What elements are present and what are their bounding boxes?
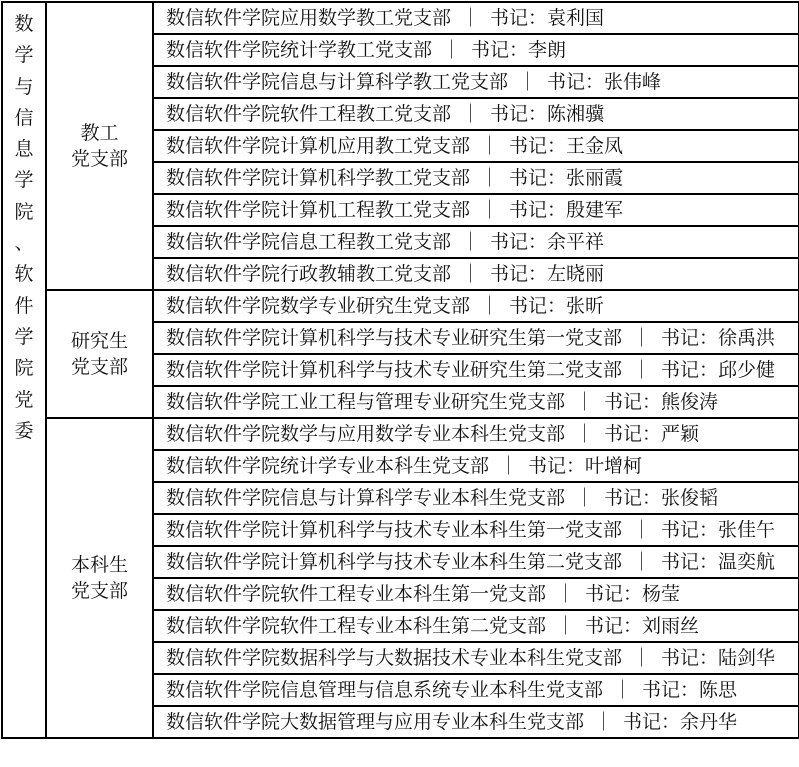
separator: ｜	[442, 39, 462, 61]
secretary-name: 书记：陆剑华	[661, 647, 776, 669]
separator: ｜	[518, 71, 538, 93]
branch-name: 数信软件学院软件工程专业本科生第二党支部	[166, 615, 547, 637]
separator: ｜	[632, 519, 652, 541]
branch-name: 数信软件学院数学与应用数学专业本科生党支部	[166, 423, 566, 445]
secretary-name: 书记：叶增柯	[528, 455, 643, 477]
separator: ｜	[480, 199, 500, 221]
branch-entry-cell	[153, 226, 799, 258]
separator: ｜	[613, 679, 633, 701]
table-row	[2, 418, 799, 450]
branch-name: 数信软件学院软件工程教工党支部	[166, 103, 452, 125]
branch-name: 数信软件学院计算机应用教工党支部	[166, 135, 471, 157]
separator: ｜	[480, 167, 500, 189]
branch-entry-cell	[153, 98, 799, 130]
branch-name: 数信软件学院数学专业研究生党支部	[166, 295, 471, 317]
branch-name: 数信软件学院计算机工程教工党支部	[166, 199, 471, 221]
secretary-name: 书记：徐禹洪	[661, 327, 776, 349]
branch-entry-cell	[153, 450, 799, 482]
secretary-name: 书记：杨莹	[585, 583, 681, 605]
committee-name-char: 软	[14, 263, 34, 286]
branch-entry-cell	[153, 322, 799, 354]
branch-name: 数信软件学院计算机科学教工党支部	[166, 167, 471, 189]
branch-entry-cell	[153, 642, 799, 674]
secretary-name: 书记：熊俊涛	[604, 391, 719, 413]
secretary-name: 书记：殷建军	[509, 199, 624, 221]
branch-category-cell	[46, 290, 153, 418]
committee-name-cell	[2, 2, 46, 738]
branch-name: 数信软件学院信息工程教工党支部	[166, 231, 452, 253]
branch-name: 数信软件学院信息管理与信息系统专业本科生党支部	[166, 679, 604, 701]
separator: ｜	[575, 423, 595, 445]
separator: ｜	[632, 359, 652, 381]
branch-entry-cell	[153, 386, 799, 418]
separator: ｜	[461, 231, 481, 253]
branch-name: 数信软件学院大数据管理与应用专业本科生党支部	[166, 711, 585, 733]
separator: ｜	[632, 327, 652, 349]
secretary-name: 书记：张伟峰	[547, 71, 662, 93]
branch-entry-cell	[153, 258, 799, 290]
branch-category-label: 本科生	[70, 554, 128, 576]
secretary-name: 书记：邱少健	[661, 359, 776, 381]
committee-name-char: 学	[14, 325, 34, 348]
branch-entry-cell	[153, 290, 799, 322]
committee-name-char: 信	[14, 106, 34, 129]
secretary-name: 书记：严颖	[604, 423, 700, 445]
secretary-name: 书记：张佳午	[661, 519, 776, 541]
branch-name: 数信软件学院工业工程与管理专业研究生党支部	[166, 391, 566, 413]
branch-name: 数信软件学院统计学教工党支部	[166, 39, 433, 61]
branch-category-label: 党支部	[70, 580, 128, 602]
secretary-name: 书记：张丽霞	[509, 167, 624, 189]
separator: ｜	[594, 711, 614, 733]
separator: ｜	[632, 551, 652, 573]
separator: ｜	[461, 7, 481, 29]
branch-entry-cell	[153, 162, 799, 194]
branch-category-cell	[46, 418, 153, 738]
separator: ｜	[499, 455, 519, 477]
separator: ｜	[556, 615, 576, 637]
separator: ｜	[480, 135, 500, 157]
branch-entry-cell	[153, 418, 799, 450]
branch-name: 数信软件学院计算机科学与技术专业本科生第二党支部	[166, 551, 623, 573]
branch-entry-cell	[153, 130, 799, 162]
secretary-name: 书记：刘雨丝	[585, 615, 700, 637]
separator: ｜	[575, 487, 595, 509]
branch-entry-cell	[153, 546, 799, 578]
committee-name-char: 学	[14, 169, 34, 192]
secretary-name: 书记：余平祥	[490, 231, 605, 253]
committee-name-char: 件	[14, 294, 34, 317]
branch-name: 数信软件学院应用数学教工党支部	[166, 7, 452, 29]
branch-name: 数信软件学院计算机科学与技术专业研究生第二党支部	[166, 359, 623, 381]
secretary-name: 书记：王金凤	[509, 135, 624, 157]
secretary-name: 书记：袁利国	[490, 7, 605, 29]
secretary-name: 书记：张俊韬	[604, 487, 719, 509]
party-branch-table	[1, 1, 799, 739]
branch-category-label: 党支部	[70, 148, 128, 170]
secretary-name: 书记：陈思	[642, 679, 738, 701]
branch-name: 数信软件学院计算机科学与技术专业研究生第一党支部	[166, 327, 623, 349]
table-row	[2, 290, 799, 322]
secretary-name: 书记：李朗	[471, 39, 567, 61]
branch-entry-cell	[153, 2, 799, 34]
branch-entry-cell	[153, 482, 799, 514]
committee-name-char: 学	[14, 44, 34, 67]
secretary-name: 书记：余丹华	[623, 711, 738, 733]
separator: ｜	[575, 391, 595, 413]
separator: ｜	[556, 583, 576, 605]
committee-name-char: 数	[14, 13, 34, 35]
branch-name: 数信软件学院计算机科学与技术专业本科生第一党支部	[166, 519, 623, 541]
branch-category-cell	[46, 2, 153, 290]
branch-entry-cell	[153, 706, 799, 738]
committee-name-char: 息	[14, 138, 34, 161]
secretary-name: 书记：陈湘骥	[490, 103, 605, 125]
committee-name-char: 委	[14, 419, 34, 442]
branch-entry-cell	[153, 34, 799, 66]
branch-entry-cell	[153, 674, 799, 706]
table-row	[2, 2, 799, 34]
branch-name: 数信软件学院行政教辅教工党支部	[166, 263, 452, 285]
branch-entry-cell	[153, 354, 799, 386]
secretary-name: 书记：张昕	[509, 295, 605, 317]
committee-name-char: 院	[14, 200, 34, 223]
branch-category-label: 研究生	[70, 330, 128, 352]
branch-entry-cell	[153, 514, 799, 546]
branch-name: 数信软件学院统计学专业本科生党支部	[166, 455, 490, 477]
secretary-name: 书记：左晓丽	[490, 263, 605, 285]
secretary-name: 书记：温奕航	[661, 551, 776, 573]
separator: ｜	[461, 263, 481, 285]
committee-name-char: 与	[14, 75, 34, 98]
branch-entry-cell	[153, 66, 799, 98]
branch-entry-cell	[153, 194, 799, 226]
branch-name: 数信软件学院信息与计算科学教工党支部	[166, 71, 509, 93]
branch-name: 数信软件学院信息与计算科学专业本科生党支部	[166, 487, 566, 509]
party-branch-table-body	[2, 2, 799, 738]
separator: ｜	[461, 103, 481, 125]
branch-entry-cell	[153, 610, 799, 642]
separator: ｜	[480, 295, 500, 317]
committee-name-char: 院	[14, 357, 34, 380]
branch-category-label: 教工	[80, 122, 119, 144]
separator: ｜	[632, 647, 652, 669]
branch-name: 数信软件学院软件工程专业本科生第一党支部	[166, 583, 547, 605]
committee-name-char: 党	[14, 388, 34, 411]
branch-category-label: 党支部	[70, 356, 128, 378]
committee-name-char: 、	[14, 232, 34, 255]
branch-entry-cell	[153, 578, 799, 610]
branch-name: 数信软件学院数据科学与大数据技术专业本科生党支部	[166, 647, 623, 669]
